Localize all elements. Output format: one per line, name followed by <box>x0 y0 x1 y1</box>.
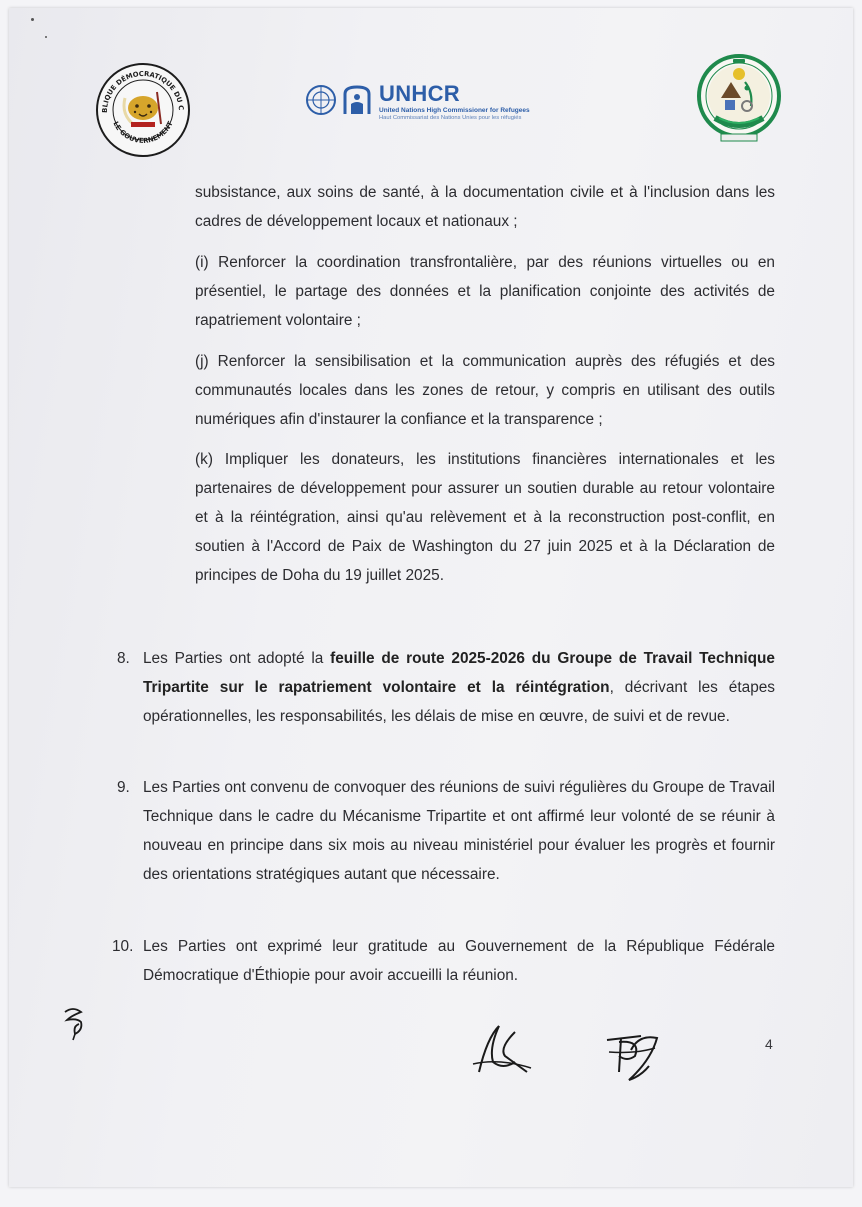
subitem-i: (i) Renforcer la coordination transfrontalière, par des réunions virtuelles ou en présentiel, le partage des données et la planification conjointe des activités de rapatriement volontaire ; <box>195 254 775 329</box>
signature-initial-1 <box>469 1018 539 1083</box>
roadmap-title: feuille de route 2025-2026 du Groupe de Travail Technique Tripartite sur le rapatriement volontaire et la réintégration <box>143 650 775 696</box>
clause-8 <box>117 644 776 731</box>
margin-initial <box>61 1004 89 1049</box>
unhcr-wordmark: UNHCR <box>379 81 460 106</box>
clause-10-text: Les Parties ont exprimé leur gratitude au Gouvernement de la République Fédérale Démocratique d'Éthiopie pour avoir accueilli la réunion. <box>143 938 775 984</box>
clause-number: 10. <box>112 938 134 955</box>
unhcr-tagline-en: United Nations High Commissioner for Refugees <box>379 107 530 114</box>
dust-speck <box>31 18 34 21</box>
clause-number: 8. <box>117 650 130 667</box>
clause-8-rest: , décrivant les étapes opérationnelles, les responsabilités, les délais de mise en œuvre, de suivi et de revue. <box>143 679 776 725</box>
svg-text:RÉPUBLIQUE DÉMOCRATIQUE DU CON: BLIQUE DÉMOCRATIQUE DU C <box>100 69 186 114</box>
clause-10 <box>112 932 775 990</box>
clause-8-lead: Les Parties ont adopté la <box>143 650 331 667</box>
drc-government-seal <box>95 62 191 158</box>
rwanda-emblem <box>695 52 783 148</box>
clause-number: 9. <box>117 779 130 796</box>
document-page <box>9 8 853 1187</box>
clause-9-text: Les Parties ont convenu de convoquer des réunions de suivi régulières du Groupe de Travail Technique dans le cadre du Mécanisme Tripartite et ont affirmé leur volonté de se réunir à nouveau en principe dans six mois au niveau ministériel pour évaluer les progrès et fournir des orientations stratégiques autant que nécessaire. <box>143 779 775 883</box>
subitem-k: (k) Impliquer les donateurs, les institutions financières internationales et les partenaires de développement pour assurer un soutien durable au retour volontaire et à la réintégration, ainsi qu'au relèvement et à la reconstruction post-conflit, en soutien à l'Accord de Paix de Washington du 27 juin 2025 et à la Déclaration de principes de Doha du 19 juillet 2025. <box>195 451 775 584</box>
page-number: 4 <box>765 1036 773 1052</box>
dust-speck <box>45 36 47 38</box>
unhcr-logo <box>305 80 595 120</box>
clause-9 <box>117 773 775 889</box>
subitem-j: (j) Renforcer la sensibilisation et la communication auprès des réfugiés et des communautés locales dans les zones de retour, y compris en utilisant des outils numériques afin d'instaurer la confiance et la transparence ; <box>195 353 775 428</box>
subitem-continuation: subsistance, aux soins de santé, à la documentation civile et à l'inclusion dans les cadres de développement locaux et nationaux ; <box>195 184 775 230</box>
svg-text:LE GOUVERNEMENT: LE GOUVERNEMENT <box>111 120 175 145</box>
unhcr-tagline-fr: Haut Commissariat des Nations Unies pour les réfugiés <box>379 115 522 121</box>
signature-initial-2 <box>601 1026 671 1091</box>
